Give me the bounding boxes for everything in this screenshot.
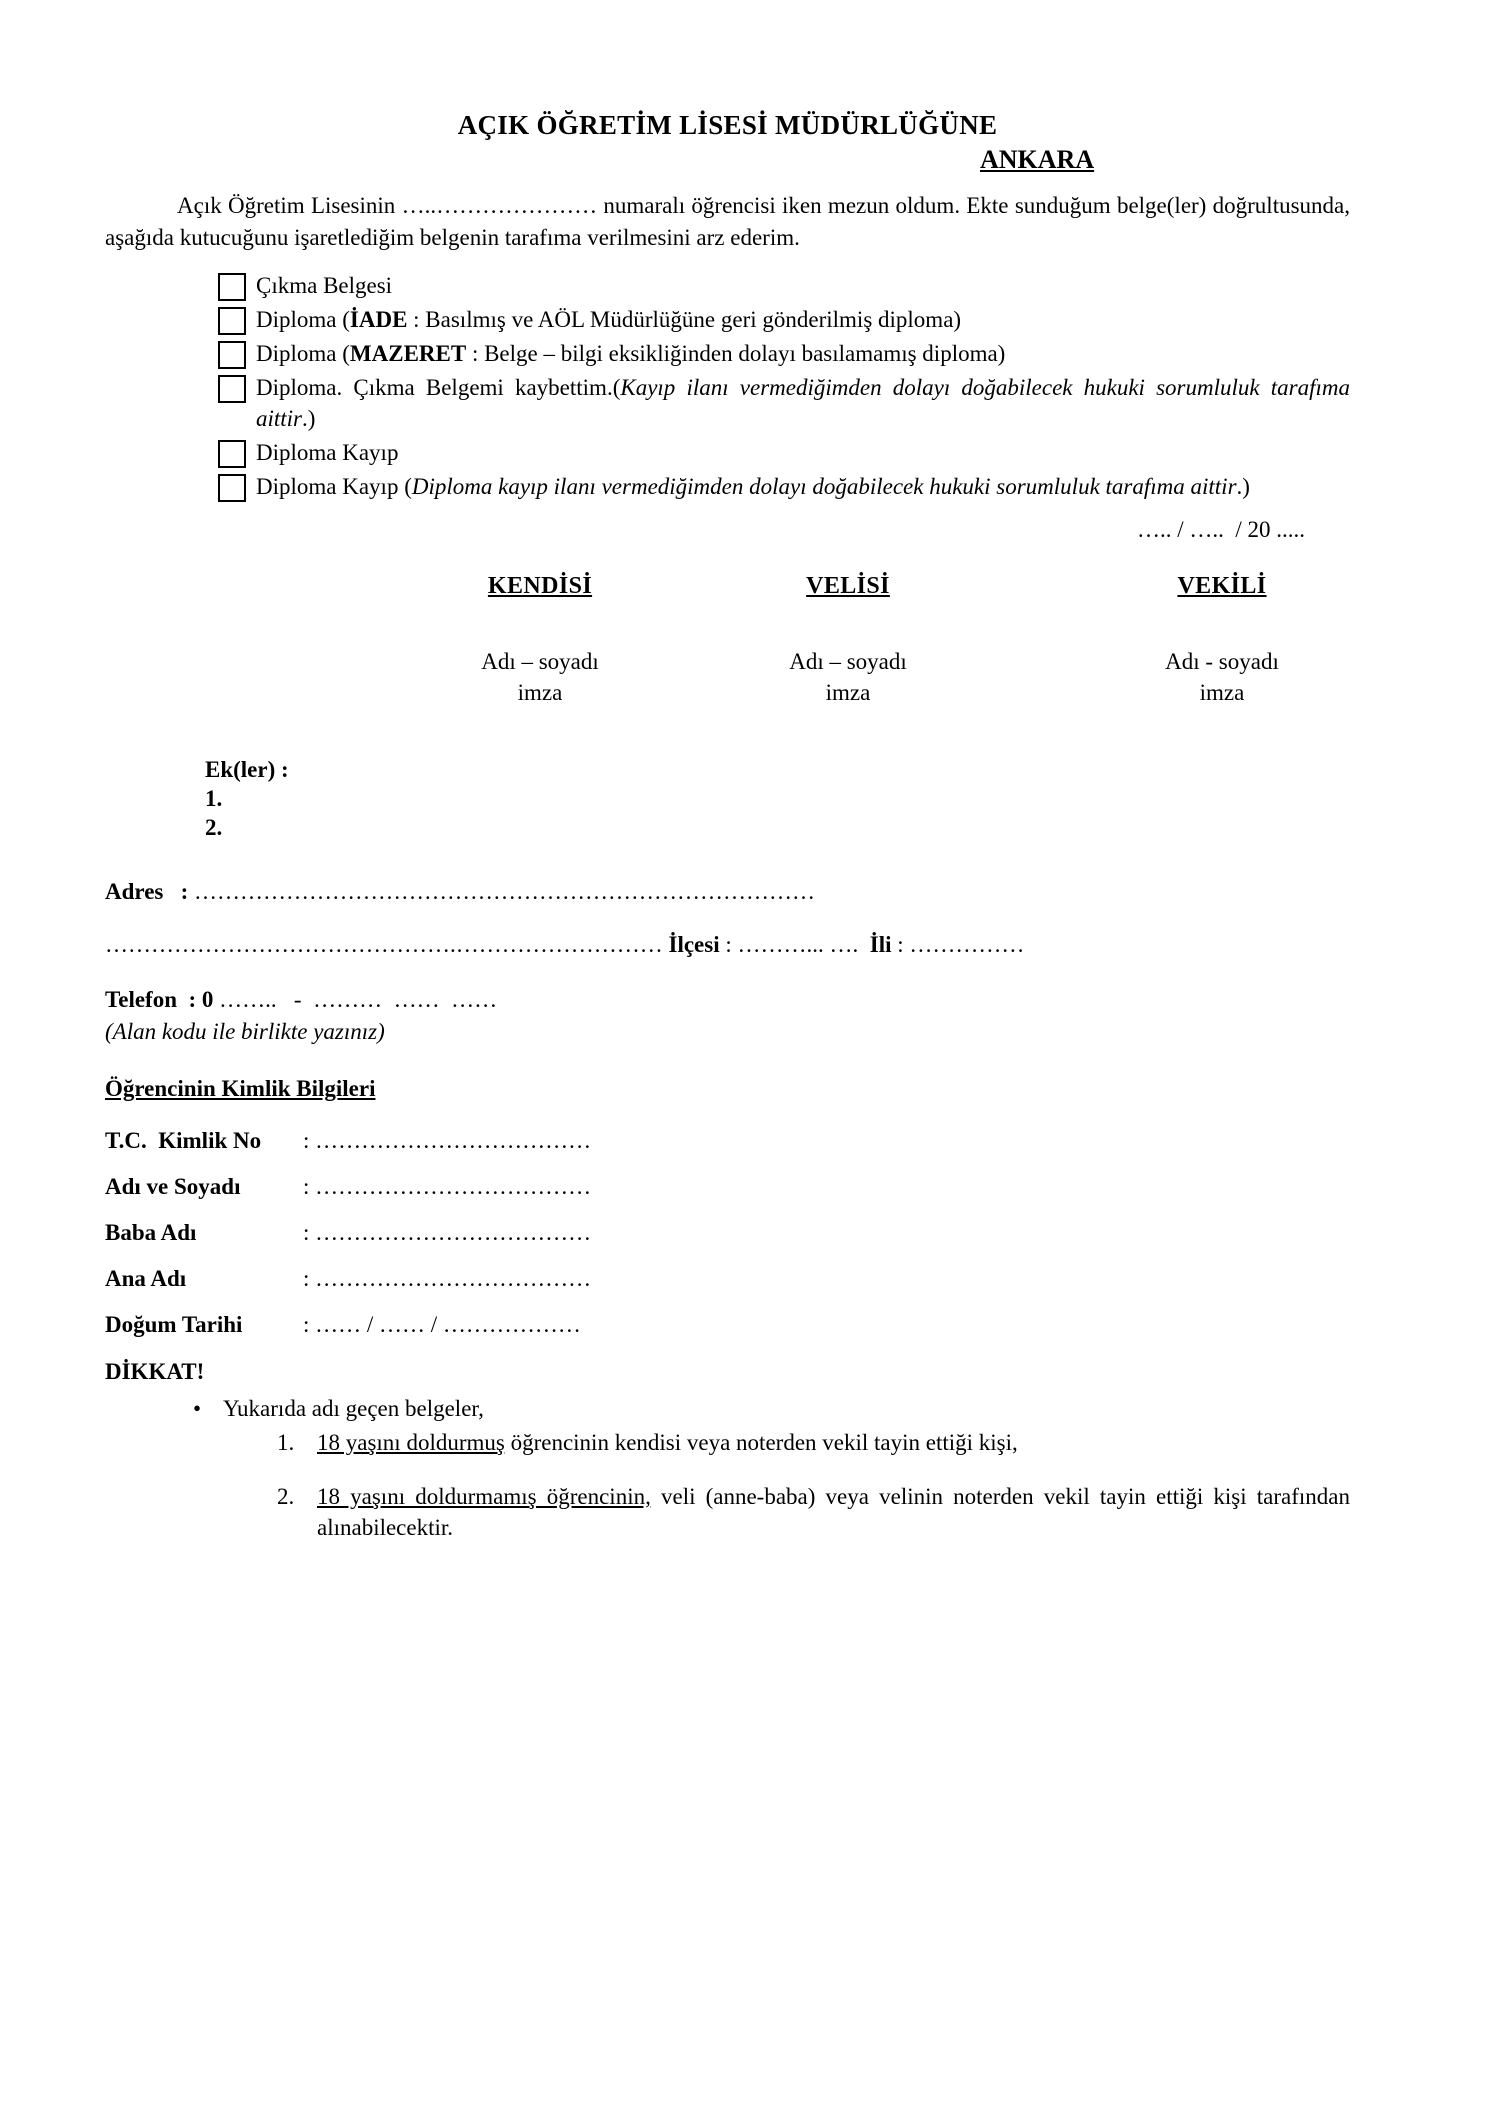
signature-section	[105, 571, 1350, 749]
identity-field-ana-adi	[105, 1264, 1350, 1294]
district-province-fill-in-line: ……………………………………….……………………… İlçesi : ………... …. İli : ……………	[105, 932, 1025, 957]
signature-sign-label: imza	[825, 680, 871, 705]
identity-field-adi-soyadi	[105, 1172, 1350, 1202]
signature-sign-label: imza	[517, 680, 563, 705]
checkbox[interactable]	[218, 341, 246, 369]
attention-header: DİKKAT!	[105, 1359, 205, 1384]
attention-numbered-list	[277, 1427, 1356, 1543]
checkbox[interactable]	[218, 375, 246, 403]
attention-bullet-text: Yukarıda adı geçen belgeler,	[223, 1396, 484, 1421]
document-request-checkbox-list	[218, 270, 1356, 502]
phone-fill-in-line: Telefon : 0 …….. - ……… …… ……	[105, 987, 498, 1012]
attention-item-1	[277, 1427, 1350, 1458]
checkbox[interactable]	[218, 273, 246, 301]
attention-item-2	[277, 1481, 1356, 1543]
identity-field-label: Baba Adı	[105, 1220, 197, 1245]
identity-field-label: Doğum Tarihi	[105, 1312, 243, 1337]
attention-item-number: 2.	[277, 1484, 295, 1509]
checkbox-label: Diploma Kayıp	[256, 440, 399, 465]
bullet-icon: •	[193, 1396, 202, 1421]
signature-column-vekili	[1165, 571, 1279, 708]
attention-bullet-item	[193, 1393, 1350, 1424]
signature-column-header: KENDİSİ	[487, 573, 593, 599]
checkbox-label: Diploma (İADE : Basılmış ve AÖL Müdürlüğüne geri gönderilmiş diploma)	[256, 307, 962, 332]
signature-column-velisi	[789, 571, 907, 708]
identity-field-baba-adi	[105, 1218, 1350, 1248]
signature-name-label: Adı – soyadı	[789, 649, 907, 674]
checkbox[interactable]	[218, 474, 246, 502]
attachments-label: Ek(ler) :	[205, 757, 289, 782]
signature-name-label: Adı – soyadı	[481, 649, 599, 674]
identity-field-value: : ………………………………	[303, 1266, 592, 1291]
attachment-item-2: 2.	[205, 815, 223, 840]
identity-section-header: Öğrencinin Kimlik Bilgileri	[105, 1076, 376, 1101]
checkbox-row-cikma-belgesi	[218, 270, 1350, 301]
attention-item-number: 1.	[277, 1430, 295, 1455]
identity-field-dogum-tarihi	[105, 1310, 1350, 1340]
identity-field-value: : …… / …… / ………………	[303, 1312, 581, 1337]
attention-item-text: 18 yaşını doldurmamış öğrencinin, veli (anne-baba) veya velinin noterden vekil tayin ettiği kişi tarafından alınabilecektir.	[317, 1484, 1356, 1540]
checkbox-label: Diploma (MAZERET : Belge – bilgi eksikliğinden dolayı basılamamış diploma)	[256, 341, 1006, 366]
identity-field-label: Ana Adı	[105, 1266, 187, 1291]
signature-name-label: Adı - soyadı	[1165, 649, 1279, 674]
checkbox-label: Çıkma Belgesi	[256, 273, 393, 298]
checkbox[interactable]	[218, 440, 246, 468]
signature-column-header: VELİSİ	[806, 573, 890, 599]
identity-field-value: : ………………………………	[303, 1128, 592, 1153]
checkbox-row-diploma-kayip	[218, 437, 1350, 468]
checkbox-label: Diploma. Çıkma Belgemi kaybettim.(Kayıp ilanı vermediğimden dolayı doğabilecek hukuki sorumluluk tarafıma aittir.)	[256, 375, 1356, 431]
document-city: ANKARA	[980, 145, 1095, 174]
identity-field-label: T.C. Kimlik No	[105, 1128, 262, 1153]
identity-field-value: : ………………………………	[303, 1174, 592, 1199]
attention-section	[105, 1356, 1356, 1543]
identity-field-label: Adı ve Soyadı	[105, 1174, 241, 1199]
checkbox-row-diploma-kayip-ilan	[218, 471, 1350, 502]
checkbox-label: Diploma Kayıp (Diploma kayıp ilanı vermediğimden dolayı doğabilecek hukuki sorumluluk tarafıma aittir.)	[256, 474, 1250, 499]
checkbox-row-diploma-mazeret	[218, 338, 1350, 369]
checkbox[interactable]	[218, 307, 246, 335]
identity-fields	[105, 1126, 1350, 1340]
address-fill-in-line: Adres : ………………………………………………………………………	[105, 879, 816, 904]
signature-column-kendisi	[481, 571, 599, 708]
signature-sign-label: imza	[1199, 680, 1245, 705]
document-title: AÇIK ÖĞRETİM LİSESİ MÜDÜRLÜĞÜNE	[457, 110, 998, 140]
identity-field-tc-kimlik-no	[105, 1126, 1350, 1156]
identity-field-value: : ………………………………	[303, 1220, 592, 1245]
attachments-section	[205, 755, 1350, 842]
checkbox-row-diploma-cikma-kayip	[218, 372, 1356, 434]
attachment-item-1: 1.	[205, 786, 223, 811]
attention-item-text: 18 yaşını doldurmuş öğrencinin kendisi veya noterden vekil tayin ettiği kişi,	[317, 1430, 1018, 1455]
date-fill-in-line: ….. / ….. / 20 .....	[1136, 517, 1305, 542]
intro-paragraph: Açık Öğretim Lisesinin …..………………… numaralı öğrencisi iken mezun oldum. Ekte sunduğum belge(ler) doğrultusunda, aşağıda kutucuğunu işaretlediğim belgenin tarafıma verilmesini arz ederim.	[105, 193, 1356, 250]
phone-area-code-note: (Alan kodu ile birlikte yazınız)	[105, 1019, 385, 1044]
signature-column-header: VEKİLİ	[1177, 573, 1267, 599]
checkbox-row-diploma-iade	[218, 304, 1350, 335]
